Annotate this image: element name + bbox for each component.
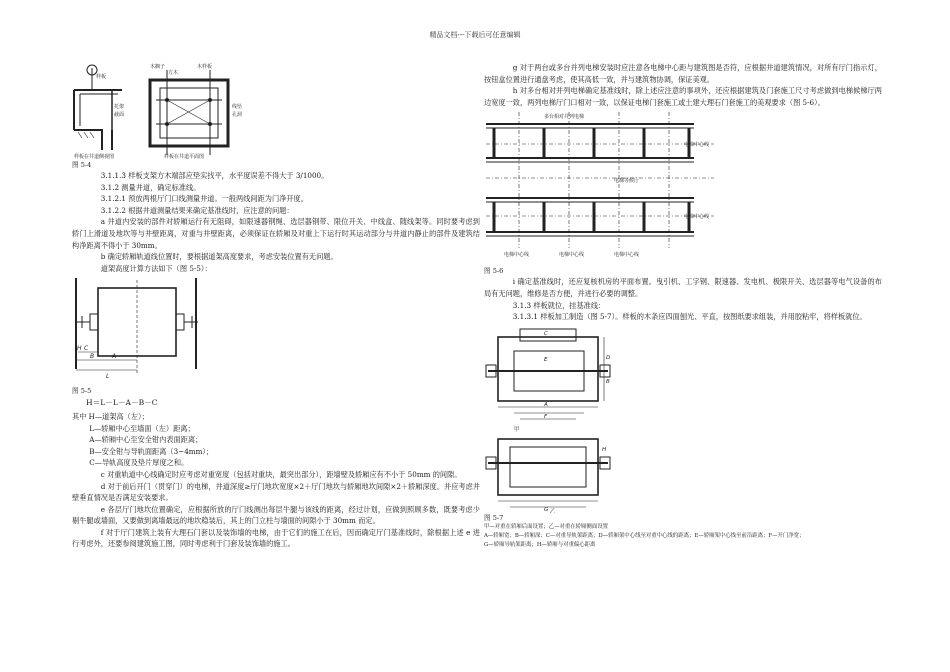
- para-a: a 井道内安装的部件对轿厢运行有无阻碍，如限速器钢绳、选层器钢带、限位开关、中线盒、随线架等。同时要考虑到轿门上滑道及地坎等与井壁距离，对重与井壁距离，必须保证在轿厢及对重上下运行时其运动部分与井道内静止的部件及建筑结构净距离不得小于 30mm。: [72, 217, 480, 250]
- fig4-side-caption: 样板在井道侧视图: [74, 154, 115, 160]
- para-312: 3.1.2 测量井道，确定标准线。: [100, 182, 201, 192]
- para-d: d 对于前后开门（贯穿门）的电梯，井道深度≥厅门地坎宽度×2＋厅门地坎与轿厢地坎间隙×2＋轿厢深度。并应考虑井壁垂直情况是否满足安装要求。: [72, 481, 480, 503]
- para-i: i 确定基准线时，还应复核机房的平面布置。曳引机、工字钢、限速器、发电机、极限开关、选层器等电气设备的布局有无问题，维修是否方便，并进行必要的调整。: [484, 277, 882, 298]
- figure-5-6-caption: 图 5-6: [484, 267, 504, 276]
- fig5-letter-c: C: [84, 345, 89, 353]
- figure-5-7: [484, 323, 882, 513]
- def-item: B—安全钳与导轨面距离（3~4mm）；: [89, 446, 214, 456]
- fig7-note-2: A—轿厢宽；B—轿厢深；C—对重导轨架距离；D—轿厢架中心线至对重中心线的距离；E—轿厢架中心线至前沿距离；F—开门净宽；: [484, 532, 805, 539]
- fig4-label-wood-joist: 木搁子: [150, 64, 166, 70]
- fig4-label-square-wood: 方木: [168, 70, 179, 76]
- fig7-letter-h: H: [602, 446, 607, 453]
- fig4-label-hole: 孔洞: [232, 112, 243, 118]
- para-3121: 3.1.2.1 预放两根厅门口线测量井道。一般两线间距为门净开度。: [100, 194, 308, 204]
- figure-5-5: [72, 274, 480, 386]
- equation-rail-height: H＝L－L－A－B－C: [86, 398, 158, 408]
- fig7-letter-d: D: [606, 354, 611, 361]
- fig4-label-jiemian: 截面: [114, 112, 125, 118]
- fig7-letter-f: F: [544, 413, 548, 420]
- figure-5-7-drawing: [484, 323, 634, 513]
- figure-5-5-caption: 图 5-5: [72, 387, 92, 396]
- fig7-note-3: G—轿厢导轨架距离；H—轿厢与对重偏心距离: [484, 541, 596, 548]
- figure-5-5-drawing: [72, 274, 212, 386]
- fig6-bottom-label-2: 电梯中心线: [559, 252, 585, 259]
- figure-5-6-drawing: [484, 108, 744, 266]
- fig7-label-jia: 甲: [514, 426, 520, 433]
- fig5-letter-a: A: [112, 353, 117, 361]
- fig6-title: 多台相对并列电梯: [544, 114, 585, 121]
- para-e: e 各层厅门地坎位置确定，应根据所放的厅门线测出每层牛腿与该线的距离，经过计划，应做到照顾多数，既要考虑少剔牛腿或墙面，又要做到离墙最远的地坎稳装后，其上的门立柱与墙面的间隙小于 30mm 而定。: [72, 504, 480, 526]
- para-3113: 3.1.1.3 样板支架方木端部应垫实找平，水平度误差不得大于 3/1000。: [100, 171, 329, 180]
- fig7-letter-g: G: [544, 506, 549, 513]
- fig6-label-center-line: 电梯中心线: [684, 142, 710, 149]
- left-column: [72, 60, 480, 550]
- figure-5-4: [72, 60, 480, 160]
- fig5-letter-l: L: [106, 373, 110, 381]
- figure-5-4-drawing: [72, 60, 272, 160]
- fig7-letter-a: A: [544, 401, 548, 408]
- page-header: 精品文档---下载后可任意编辑: [429, 31, 521, 39]
- fig4-plan-caption: 样板在井道平面图: [164, 154, 205, 160]
- para-h: h 对多台相对并列电梯确定基准线时，除上述应注意的事项外，还应根据建筑及门套施工尺寸考虑做到电梯候梯厅两边宽度一致，两列电梯厅门口相对一致，以保证电梯门套施工或土建大理石门套施工的美观要求（图 5-6）。: [484, 86, 882, 107]
- def-item: A—轿厢中心至安全钳内表面距离；: [89, 435, 203, 445]
- figure-5-6: [484, 108, 882, 266]
- definition-list: [72, 423, 480, 469]
- fig4-label-wood-frame: 木样板: [197, 64, 213, 70]
- fig4-label-bracket: 托架: [114, 104, 125, 110]
- fig7-letter-e: E: [544, 356, 548, 363]
- figure-5-4-caption: 图 5-4: [72, 161, 92, 169]
- fig6-bottom-label-3: 电梯中心线: [614, 252, 640, 259]
- figure-5-7-caption: 图 5-7: [484, 513, 504, 522]
- para-3122: 3.1.2.2 根据井道测量结果来确定基准线时，应注意的问题：: [100, 205, 294, 215]
- fig7-letter-b: B: [606, 378, 610, 385]
- right-column: [484, 62, 882, 550]
- fig5-letter-b: B: [90, 353, 95, 361]
- fig6-label-center-line-2: 电梯中心线: [684, 214, 710, 221]
- def-item: C—导轨高度及垫片厚度之和。: [89, 458, 189, 468]
- fig5-letter-h: H: [77, 345, 82, 353]
- para-313: 3.1.3 样板就位，挂基准线：: [512, 300, 606, 310]
- fig6-bottom-label-1: 电梯中心线: [504, 252, 530, 259]
- fig4-label-board: 样板: [96, 74, 107, 80]
- para-f: f 对于厅门建筑上装有大理石门套以及装饰墙的电梯，由于它们的施工在后，因而确定厅门基准线时，除根据上述 e 进行考虑外，还要参阅建筑施工图，同时考虑利于门套及装饰墙的施工。: [72, 527, 480, 549]
- def-item: L—轿厢中心至墙面（左）距离；: [89, 423, 195, 433]
- fig4-label-plumb-line: 线坠: [232, 104, 243, 110]
- where-clause: 其中 H—道架高（左）；: [72, 411, 149, 421]
- para-b: b 确定轿厢轨道线位置时，要根据道架高度要求，考虑安装位置有无问题。: [100, 252, 338, 262]
- para-rail-height-intro: 道架高度计算方法如下（图 5-5）：: [100, 263, 212, 273]
- para-c: c 对重轨道中心线确定时应考虑对重宽度（包括对重块，最突出部分），距墙壁及轿厢应有不小于 50mm 的间隙。: [100, 469, 462, 479]
- para-3131: 3.1.3.1 样板加工制造（图 5-7）。样板的木条应四面刨光、平直，按图纸要求组装，并用胶粘牢，将样板就位。: [512, 312, 867, 322]
- fig7-note-1: 甲—对重在轿厢后面设置；乙—对重在轿厢侧面设置: [484, 523, 608, 530]
- para-g: g 对于两台或多台并列电梯安装时应注意各电梯中心距与建筑图是否符，应根据井道建筑情况，对所有厅门指示灯，按钮盒位置进行通盘考虑，使其高低一致，并与建筑物协调，保证美观。: [484, 63, 882, 84]
- fig6-label-hall: 电梯等候厅: [614, 178, 640, 185]
- fig7-letter-c: C: [544, 330, 548, 337]
- fig7-label-yi: 乙: [550, 508, 556, 513]
